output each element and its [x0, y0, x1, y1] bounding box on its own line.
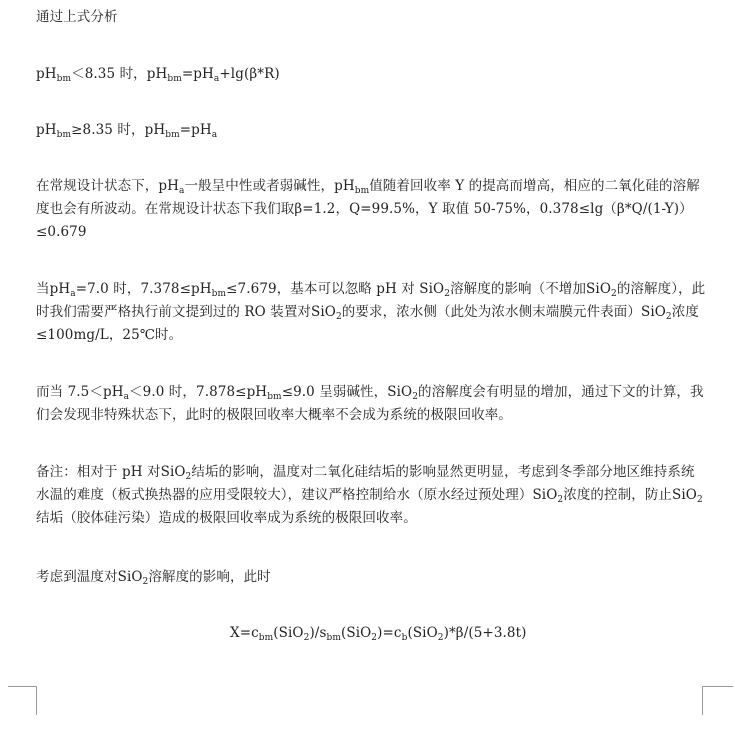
design-state-paragraph: 在常规设计状态下，$pH_a$一般呈中性或者弱碱性，$pH_{bm}$值随着回收率 Y 的提高而增高，相应的二氧化硅的溶解度也会有所波动。在常规设计状态下我们取β=1.2，Q=99.5%，Y 取值 50-75%，0.378≤lg（β*Q/(1-Y)）≤0.679	[36, 178, 700, 240]
alkaline-ph-paragraph: 而当 $7.5<pH_a<9.0$ 时，$7.878\le pH_{bm}\le 9.0$ 呈弱碱性，SiO$_2$的溶解度会有明显的增加，通过下文的计算，我们会发现非特殊状态下，此时的极限回收率大概率不会成为系统的极限回收率。	[36, 384, 704, 423]
page-corner-mark-left	[8, 686, 37, 715]
formula-condition-low: $pH_{bm}<8.35$ 时，$pH_{bm}=pH_a+\lg(\beta*R)$	[36, 66, 280, 84]
intro-paragraph: 通过上式分析	[36, 9, 118, 25]
solubility-formula: $X=c_{bm}(SiO_2)/s_{bm}(SiO_2)=c_b(SiO_2)*\beta/(5+3.8t)$	[230, 625, 527, 643]
page-corner-mark-right	[702, 686, 733, 715]
formula-condition-high: $pH_{bm}\ge 8.35$ 时，$pH_{bm}=pH_a$	[36, 122, 218, 140]
temperature-paragraph: 考虑到温度对SiO$_2$溶解度的影响，此时	[36, 569, 271, 587]
neutral-ph-paragraph: 当$pH_a=7.0$ 时，$7.378\le pH_{bm}\le 7.679$，基本可以忽略 pH 对 SiO$_2$溶解度的影响（不增加SiO$_2$的溶解度），此时我们需要严格执行前文提到过的 RO 装置对SiO$_2$的要求，浓水侧（此处为浓水侧末端膜元件表面）SiO$_2$浓度≤100mg/L，25℃时。	[36, 281, 706, 343]
remark-paragraph: 备注：相对于 pH 对SiO$_2$结垢的影响，温度对二氧化硅结垢的影响显然更明显，考虑到冬季部分地区维持系统水温的难度（板式换热器的应用受限较大），建议严格控制给水（原水经过预处理）SiO$_2$浓度的控制，防止SiO$_2$结垢（胶体硅污染）造成的极限回收率成为系统的极限回收率。	[36, 464, 703, 526]
